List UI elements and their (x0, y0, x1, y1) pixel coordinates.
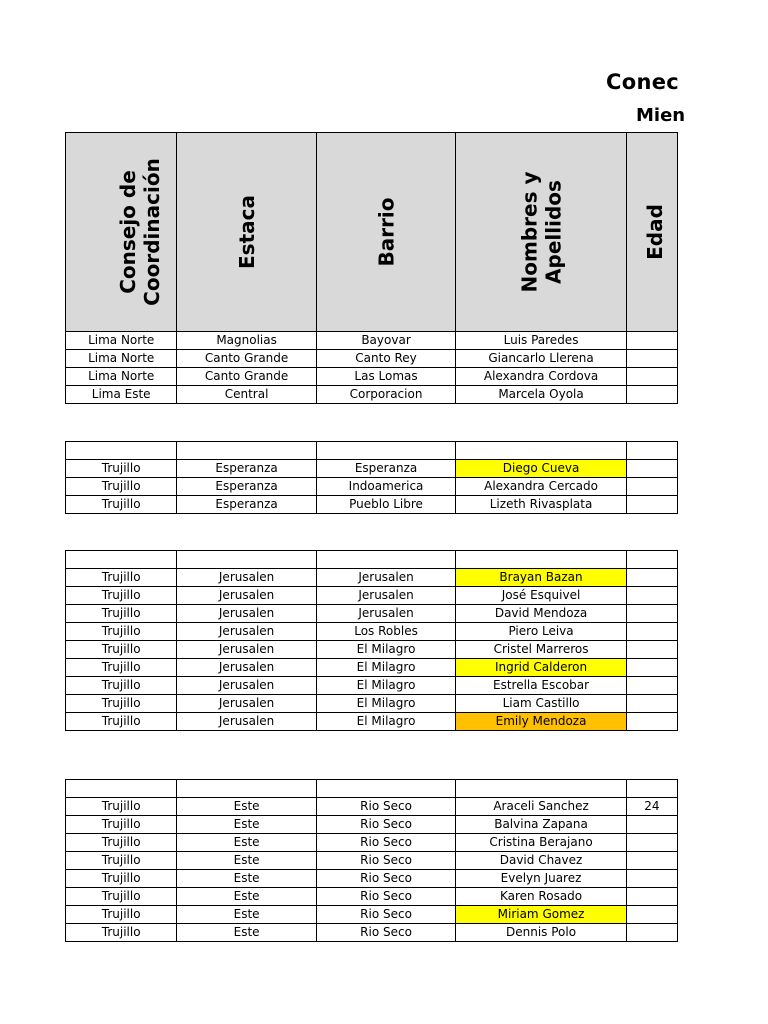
cell-consejo: Trujillo (66, 834, 177, 852)
empty-cell (66, 780, 177, 798)
table-row (66, 332, 678, 350)
members-table-group-1 (65, 132, 678, 404)
table-row (66, 605, 678, 623)
cell-consejo: Trujillo (66, 587, 177, 605)
cell-barrio: Los Robles (316, 623, 455, 641)
cell-edad (626, 587, 677, 605)
cell-barrio: Rio Seco (316, 834, 455, 852)
cell-edad (626, 386, 677, 404)
cell-consejo: Trujillo (66, 888, 177, 906)
cell-edad (626, 888, 677, 906)
empty-cell (456, 780, 627, 798)
empty-cell (626, 442, 677, 460)
cell-nombre: David Mendoza (456, 605, 627, 623)
cell-estaca: Esperanza (177, 478, 316, 496)
empty-cell (456, 442, 627, 460)
cell-consejo: Trujillo (66, 713, 177, 731)
empty-cell (626, 551, 677, 569)
cell-edad (626, 569, 677, 587)
cell-edad (626, 478, 677, 496)
cell-consejo: Trujillo (66, 460, 177, 478)
cell-edad (626, 623, 677, 641)
empty-cell (177, 551, 316, 569)
cell-barrio: El Milagro (316, 659, 455, 677)
table-row (66, 623, 678, 641)
cell-barrio: Indoamerica (316, 478, 455, 496)
cell-barrio: El Milagro (316, 677, 455, 695)
table-row (66, 478, 678, 496)
cell-barrio: Canto Rey (316, 350, 455, 368)
cell-nombre: Piero Leiva (456, 623, 627, 641)
cell-edad (626, 332, 677, 350)
table-row (66, 870, 678, 888)
cell-consejo: Trujillo (66, 478, 177, 496)
cell-nombre: Estrella Escobar (456, 677, 627, 695)
cell-estaca: Este (177, 852, 316, 870)
cell-estaca: Esperanza (177, 460, 316, 478)
cell-barrio: El Milagro (316, 641, 455, 659)
cell-barrio: Las Lomas (316, 368, 455, 386)
cell-nombre: José Esquivel (456, 587, 627, 605)
table-row (66, 924, 678, 942)
cell-estaca: Este (177, 924, 316, 942)
cell-estaca: Central (177, 386, 316, 404)
cell-consejo: Trujillo (66, 569, 177, 587)
empty-cell (177, 442, 316, 460)
table-row (66, 888, 678, 906)
cell-edad (626, 659, 677, 677)
cell-estaca: Este (177, 816, 316, 834)
cell-consejo: Trujillo (66, 798, 177, 816)
cell-estaca: Jerusalen (177, 713, 316, 731)
members-table-group-2 (65, 441, 678, 514)
cell-consejo: Lima Norte (66, 350, 177, 368)
cell-estaca: Jerusalen (177, 569, 316, 587)
cell-edad (626, 641, 677, 659)
cell-barrio: Rio Seco (316, 888, 455, 906)
cell-barrio: Rio Seco (316, 816, 455, 834)
members-table-group-3 (65, 550, 678, 731)
cell-consejo: Trujillo (66, 870, 177, 888)
cell-consejo: Trujillo (66, 924, 177, 942)
cell-estaca: Jerusalen (177, 641, 316, 659)
column-header-estaca: Estaca (177, 133, 316, 332)
column-header-row (66, 133, 678, 332)
empty-cell (316, 780, 455, 798)
cell-barrio: Rio Seco (316, 924, 455, 942)
cell-nombre: Ingrid Calderon (456, 659, 627, 677)
cell-barrio: Jerusalen (316, 587, 455, 605)
cell-nombre: Emily Mendoza (456, 713, 627, 731)
cell-consejo: Trujillo (66, 816, 177, 834)
cell-estaca: Este (177, 834, 316, 852)
cell-nombre: Cristel Marreros (456, 641, 627, 659)
empty-cell (66, 551, 177, 569)
cell-estaca: Jerusalen (177, 623, 316, 641)
cell-edad: 24 (626, 798, 677, 816)
table-row (66, 659, 678, 677)
empty-cell (316, 551, 455, 569)
cell-edad (626, 460, 677, 478)
cell-consejo: Trujillo (66, 623, 177, 641)
cell-edad (626, 834, 677, 852)
cell-edad (626, 605, 677, 623)
cell-consejo: Trujillo (66, 641, 177, 659)
cell-estaca: Jerusalen (177, 605, 316, 623)
cell-estaca: Canto Grande (177, 368, 316, 386)
table-row (66, 713, 678, 731)
cell-estaca: Jerusalen (177, 677, 316, 695)
column-header-consejo: Consejo de Coordinación (66, 133, 177, 332)
table-row (66, 695, 678, 713)
cell-barrio: Esperanza (316, 460, 455, 478)
table-row (66, 386, 678, 404)
cell-consejo: Trujillo (66, 677, 177, 695)
cell-nombre: Giancarlo Llerena (456, 350, 627, 368)
table-row (66, 569, 678, 587)
cell-nombre: Karen Rosado (456, 888, 627, 906)
column-header-edad: Edad (626, 133, 677, 332)
cell-edad (626, 713, 677, 731)
table-row (66, 496, 678, 514)
table-row (66, 798, 678, 816)
table-row (66, 906, 678, 924)
cell-estaca: Jerusalen (177, 659, 316, 677)
cell-barrio: Rio Seco (316, 798, 455, 816)
blank-row (66, 780, 678, 798)
cell-estaca: Canto Grande (177, 350, 316, 368)
cell-edad (626, 350, 677, 368)
cell-nombre: Evelyn Juarez (456, 870, 627, 888)
cell-edad (626, 852, 677, 870)
cell-nombre: Dennis Polo (456, 924, 627, 942)
table-row (66, 587, 678, 605)
empty-cell (316, 442, 455, 460)
cell-estaca: Este (177, 798, 316, 816)
cell-barrio: Pueblo Libre (316, 496, 455, 514)
cell-edad (626, 368, 677, 386)
cell-nombre: Brayan Bazan (456, 569, 627, 587)
cell-estaca: Este (177, 870, 316, 888)
cell-barrio: Bayovar (316, 332, 455, 350)
cell-barrio: Rio Seco (316, 870, 455, 888)
cell-barrio: Jerusalen (316, 569, 455, 587)
cell-nombre: Cristina Berajano (456, 834, 627, 852)
cell-edad (626, 924, 677, 942)
blank-row (66, 442, 678, 460)
cell-edad (626, 870, 677, 888)
empty-cell (456, 551, 627, 569)
cell-consejo: Trujillo (66, 695, 177, 713)
cell-nombre: Liam Castillo (456, 695, 627, 713)
document-subtitle: Mien (636, 105, 686, 126)
cell-consejo: Trujillo (66, 852, 177, 870)
cell-consejo: Lima Norte (66, 332, 177, 350)
table-row (66, 641, 678, 659)
table-row (66, 816, 678, 834)
cell-consejo: Trujillo (66, 496, 177, 514)
cell-barrio: El Milagro (316, 713, 455, 731)
empty-cell (626, 780, 677, 798)
cell-edad (626, 677, 677, 695)
cell-nombre: Miriam Gomez (456, 906, 627, 924)
cell-nombre: Marcela Oyola (456, 386, 627, 404)
table-row (66, 350, 678, 368)
cell-nombre: Alexandra Cercado (456, 478, 627, 496)
column-header-nombres: Nombres y Apellidos (456, 133, 627, 332)
cell-consejo: Trujillo (66, 906, 177, 924)
cell-nombre: Lizeth Rivasplata (456, 496, 627, 514)
members-table-group-4 (65, 779, 678, 942)
table-row (66, 460, 678, 478)
table-row (66, 368, 678, 386)
cell-edad (626, 496, 677, 514)
cell-nombre: Luis Paredes (456, 332, 627, 350)
cell-estaca: Jerusalen (177, 587, 316, 605)
cell-estaca: Este (177, 888, 316, 906)
cell-barrio: Corporacion (316, 386, 455, 404)
column-header-barrio: Barrio (316, 133, 455, 332)
cell-nombre: Alexandra Cordova (456, 368, 627, 386)
cell-consejo: Trujillo (66, 605, 177, 623)
cell-edad (626, 695, 677, 713)
cell-nombre: Diego Cueva (456, 460, 627, 478)
empty-cell (66, 442, 177, 460)
table-row (66, 834, 678, 852)
document-title: Conec (606, 70, 679, 94)
table-row (66, 677, 678, 695)
cell-estaca: Magnolias (177, 332, 316, 350)
cell-nombre: David Chavez (456, 852, 627, 870)
cell-consejo: Lima Norte (66, 368, 177, 386)
cell-consejo: Lima Este (66, 386, 177, 404)
table-row (66, 852, 678, 870)
cell-estaca: Esperanza (177, 496, 316, 514)
cell-estaca: Jerusalen (177, 695, 316, 713)
cell-barrio: Rio Seco (316, 852, 455, 870)
cell-edad (626, 906, 677, 924)
cell-nombre: Araceli Sanchez (456, 798, 627, 816)
empty-cell (177, 780, 316, 798)
cell-edad (626, 816, 677, 834)
cell-barrio: Rio Seco (316, 906, 455, 924)
cell-barrio: Jerusalen (316, 605, 455, 623)
cell-barrio: El Milagro (316, 695, 455, 713)
cell-nombre: Balvina Zapana (456, 816, 627, 834)
cell-estaca: Este (177, 906, 316, 924)
cell-consejo: Trujillo (66, 659, 177, 677)
blank-row (66, 551, 678, 569)
